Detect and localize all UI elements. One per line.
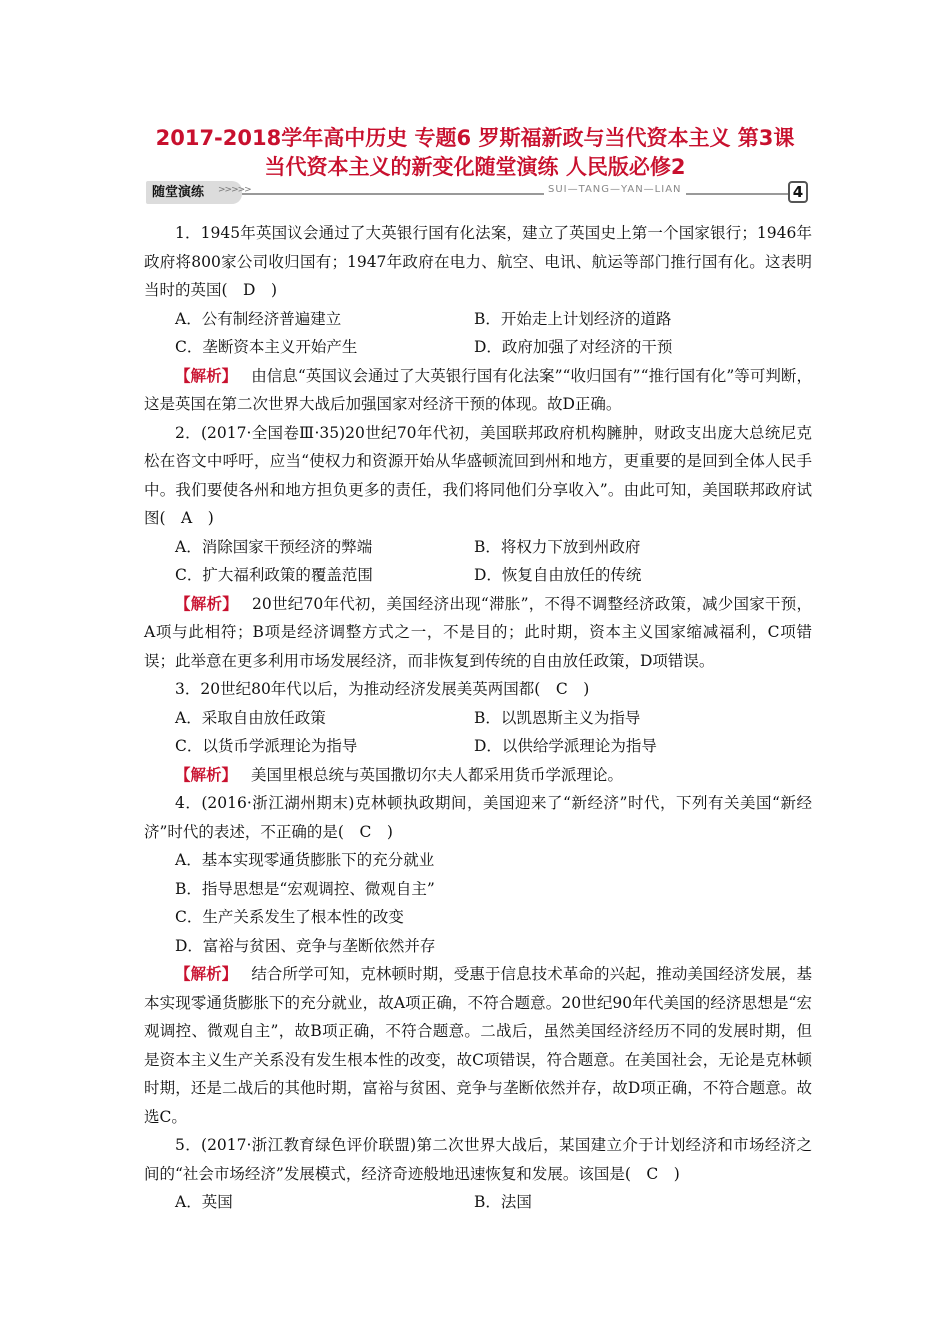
- question-stem: 1．1945年英国议会通过了大英银行国有化法案，建立了英国史上第一个国家银行；1946年政府将800家公司收归国有；1947年政府在电力、航空、电讯、航运等部门推行国有化。这表明当时的英国( D ): [144, 224, 812, 299]
- option-b: B．开始走上计划经济的道路: [474, 309, 672, 328]
- option-d: D．政府加强了对经济的干预: [474, 338, 673, 356]
- option-row: [144, 305, 812, 334]
- option-b: B．法国: [474, 1193, 532, 1211]
- option-d: D．恢复自由放任的传统: [474, 566, 642, 584]
- banner-pinyin: SUI—TANG—YAN—LIAN: [544, 184, 686, 195]
- option-d: D．以供给学派理论为指导: [474, 737, 657, 755]
- option-b: B．以凯恩斯主义为指导: [474, 708, 641, 727]
- analysis-label: 【解析】: [175, 965, 238, 983]
- banner-number: 4: [788, 181, 808, 203]
- option-row: [144, 561, 812, 590]
- option-c: C．垄断资本主义开始产生: [175, 338, 358, 356]
- option-row: [144, 533, 812, 562]
- analysis-text: 美国里根总统与英国撒切尔夫人都采用货币学派理论。: [251, 765, 624, 784]
- option-d: D．富裕与贫困、竞争与垄断依然并存: [175, 936, 436, 955]
- banner-arrows: >>>>>: [218, 185, 251, 195]
- option-c: C．扩大福利政策的覆盖范围: [175, 566, 373, 584]
- option-c: C．生产关系发生了根本性的改变: [175, 908, 404, 926]
- option-b: B．指导思想是“宏观调控、微观自主”: [175, 879, 435, 898]
- option-a: A．采取自由放任政策: [175, 708, 326, 727]
- option-b: B．将权力下放到州政府: [474, 537, 641, 556]
- option-a: A．基本实现零通货膨胀下的充分就业: [175, 851, 435, 869]
- option-row: [144, 333, 812, 362]
- option-row: [144, 732, 812, 761]
- option-c: C．以货币学派理论为指导: [175, 737, 358, 755]
- analysis-text: 20世纪70年代初，美国经济出现“滞胀”，不得不调整经济政策，减少国家干预，A项与此相符；B项是经济调整方式之一，不是目的；此时期，资本主义国家缩减福利，C项错误；此举意在更多利用市场发展经济，而非恢复到传统的自由放任政策，D项错误。: [144, 594, 812, 670]
- document-title: 2017-2018学年高中历史 专题6 罗斯福新政与当代资本主义 第3课 当代资本主义的新变化随堂演练 人民版必修2: [155, 126, 795, 179]
- analysis-label: 【解析】: [175, 765, 238, 784]
- option-row: [144, 704, 812, 733]
- question-stem: 4．(2016·浙江湖州期末)克林顿执政期间，美国迎来了“新经济”时代，下列有关美国“新经济”时代的表述，不正确的是( C ): [144, 794, 812, 841]
- question-stem: 5．(2017·浙江教育绿色评价联盟)第二次世界大战后，某国建立介于计划经济和市场经济之间的“社会市场经济”发展模式，经济奇迹般地迅速恢复和发展。该国是( C ): [144, 1136, 812, 1183]
- section-banner: [146, 180, 808, 206]
- question-stem: 2．(2017·全国卷Ⅲ·35)20世纪70年代初，美国联邦政府机构臃肿，财政支出庞大总统尼克松在咨文中呼吁，应当“使权力和资源开始从华盛顿流回到州和地方，更重要的是回到全体人民手中。我们要使各州和地方担负更多的责任，我们将同他们分享收入”。由此可知，美国联邦政府试图( A ): [144, 423, 812, 527]
- option-a: A．消除国家干预经济的弊端: [175, 537, 373, 556]
- question-stem: 3．20世纪80年代以后，为推动经济发展美英两国都( C ): [175, 680, 590, 698]
- analysis: [144, 362, 812, 419]
- banner-label: 随堂演练: [146, 181, 242, 204]
- banner-rule: [242, 193, 788, 195]
- question-list: [144, 219, 812, 1217]
- analysis-text: 由信息“英国议会通过了大英银行国有化法案”“收归国有”“推行国有化”等可判断，这是英国在第二次世界大战后加强国家对经济干预的体现。故D正确。: [144, 366, 812, 413]
- analysis-text: 结合所学可知，克林顿时期，受惠于信息技术革命的兴起，推动美国经济发展，基本实现零通货膨胀下的充分就业，故A项正确，不符合题意。20世纪90年代美国的经济思想是“宏观调控、微观自主”，故B项正确，不符合题意。二战后，虽然美国经济经历不同的发展时期，但是资本主义生产关系没有发生根本性的改变，故C项错误，符合题意。在美国社会，无论是克林顿时期，还是二战后的其他时期，富裕与贫困、竞争与垄断依然并存，故D项正确，不符合题意。故选C。: [144, 965, 812, 1126]
- option-row: [144, 1188, 812, 1217]
- option-a: A．公有制经济普遍建立: [175, 309, 342, 328]
- analysis: [144, 590, 812, 676]
- analysis: [144, 960, 812, 1131]
- analysis-label: 【解析】: [175, 366, 238, 385]
- analysis: [144, 761, 812, 790]
- option-a: A．英国: [175, 1193, 233, 1211]
- analysis-label: 【解析】: [175, 594, 238, 613]
